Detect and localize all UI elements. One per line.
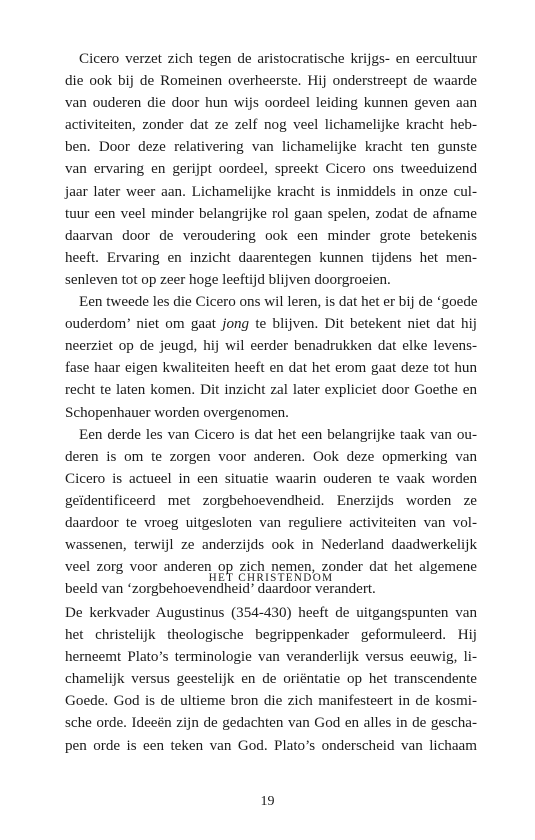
text-line: ben. Door deze relativering van lichamelijke kracht ten gunste — [65, 139, 477, 156]
paragraph — [65, 602, 477, 757]
text-line: van ouderen die door hun wijs oordeel leiding kunnen geven aan — [65, 95, 477, 112]
paragraph — [65, 291, 477, 424]
text-line: activiteiten, zonder dat ze zelf nog veel lichamelijke kracht heb- — [65, 117, 477, 134]
section-heading: HET CHRISTENDOM — [208, 572, 334, 584]
text-line: deren is om te zorgen voor anderen. Ook deze opmerking van — [65, 448, 477, 465]
text-line: Een derde les van Cicero is dat het een belangrijke taak van ou- — [79, 426, 477, 443]
text-line: het christelijk theologische begrippenkader geformuleerd. Hij — [65, 627, 477, 644]
text-line: wassenen, terwijl ze anderzijds ook in Nederland daadwerkelijk — [65, 537, 477, 554]
text-line: daarvan door de veroudering ook een minder grote betekenis — [65, 227, 477, 244]
body-text-top — [65, 48, 477, 600]
text-line: Cicero verzet zich tegen de aristocratische krijgs- en eercultuur — [79, 51, 477, 67]
text-line: die ook bij de Romeinen overheerste. Hij onderstreept de waarde — [65, 73, 477, 90]
text-line: veel zorg voor anderen op zich nemen, zonder dat het algemene — [65, 559, 477, 576]
text-line: tuur een veel minder belangrijke rol gaan spelen, zodat de afname — [65, 205, 477, 222]
text-line: Goede. God is de ultieme bron die zich manifesteert in de kosmi- — [65, 693, 477, 710]
text-line: heeft. Ervaring en inzicht daarentegen kunnen tijdens het men- — [65, 249, 477, 266]
text-line: Cicero is actueel in een situatie waarin ouderen te vaak worden — [65, 470, 477, 487]
text-line: van ervaring en gerijpt oordeel, spreekt Cicero ons tweeduizend — [65, 161, 477, 178]
text-line: herneemt Plato’s terminologie van veranderlijk versus eeuwig, li- — [65, 649, 477, 666]
text-line: jaar later weer aan. Lichamelijke kracht is inmiddels in onze cul- — [65, 183, 477, 200]
text-line: Een tweede les die Cicero ons wil leren, is dat het er bij de ‘goede — [79, 294, 478, 311]
text-line: ouderdom’ niet om gaat jong te blijven. Dit betekent niet dat hij — [65, 316, 477, 333]
text-line: senleven tot op zeer hoge leeftijd blijven doorgroeien. — [65, 271, 391, 288]
text-line: sche orde. Ideeën zijn de gedachten van God en alles in de gescha- — [65, 715, 477, 732]
body-text-bottom — [65, 602, 477, 757]
text-line: recht te laten komen. Dit inzicht zal later expliciet door Goethe en — [65, 382, 477, 399]
text-line: geïdentificeerd met zorgbehoevendheid. Enerzijds worden ze — [65, 492, 477, 509]
text-line: pen orde is een teken van God. Plato’s onderscheid van lichaam — [65, 737, 477, 754]
text-line: De kerkvader Augustinus (354-430) heeft de uitgangspunten van — [65, 605, 477, 621]
text-line: Schopenhauer worden overgenomen. — [65, 404, 289, 421]
paragraph — [65, 48, 477, 291]
text-line: chamelijk versus geestelijk en de oriëntatie op het transcendente — [65, 671, 477, 688]
text-line: fase haar eigen kwaliteiten heeft en dat het erom gaat deze tot hun — [65, 360, 477, 377]
text-line: daardoor te vroeg uitgesloten van reguliere activiteiten van vol- — [65, 514, 477, 531]
page-number: 19 — [260, 794, 275, 809]
text-line: neerziet op de jeugd, hij wil eerder benadrukken dat elke levens- — [65, 338, 477, 355]
text-line: beeld van ‘zorgbehoevendheid’ daardoor verandert. — [65, 581, 376, 598]
